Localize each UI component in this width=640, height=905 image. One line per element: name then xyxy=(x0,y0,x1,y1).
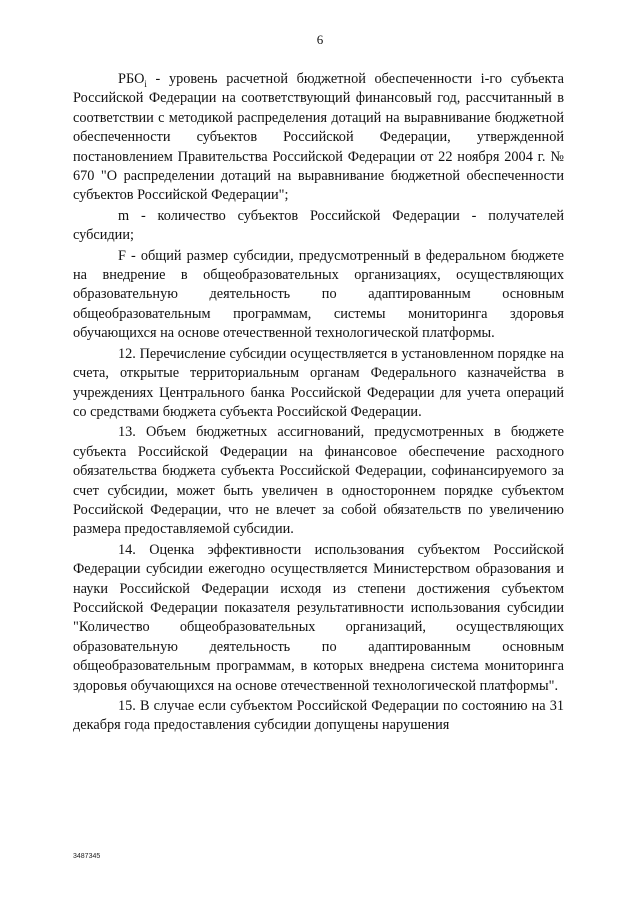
document-body xyxy=(73,70,564,736)
rbo-definition-text: - уровень расчетной бюджетной обеспеченности i-го субъекта Российской Федерации на соответствующий финансовый год, рассчитанный в соответствии с методикой распределения дотаций на выравнивание бюджетной обеспеченности субъектов Российской Федерации, утвержденной постановлением Правительства Российской Федерации от 22 ноября 2004 г. № 670 "О распределении дотаций на выравнивание бюджетной обеспеченности субъектов Российской Федерации"; xyxy=(73,71,564,204)
paragraph-12: 12. Перечисление субсидии осуществляется в установленном порядке на счета, открытые территориальным органам Федерального казначейства в учреждениях Центрального банка Российской Федерации для учета операций со средствами бюджета субъекта Российской Федерации. xyxy=(73,345,564,420)
rbo-subscript: i xyxy=(144,78,147,89)
paragraph-f-definition: F - общий размер субсидии, предусмотренный в федеральном бюджете на внедрение в общеобразовательных организациях, осуществляющих образовательную деятельность по адаптированным основным общеобразовательным программам, системы мониторинга здоровья обучающихся на основе отечественной технологической платформы. xyxy=(73,247,564,342)
paragraph-13: 13. Объем бюджетных ассигнований, предусмотренных в бюджете субъекта Российской Федерации на финансовое обеспечение расходного обязательства бюджета субъекта Российской Федерации, софинансируемого за счет субсидии, может быть увеличен в одностороннем порядке субъектом Российской Федерации, что не влечет за собой обязательств по увеличению размера предоставляемой субсидии. xyxy=(73,424,564,538)
paragraph-14: 14. Оценка эффективности использования субъектом Российской Федерации субсидии ежегодно осуществляется Министерством образования и науки Российской Федерации исходя из степени достижения субъектом Российской Федерации показателя результативности использования субсидии "Количество общеобразовательных организаций, осуществляющих образовательную деятельность по адаптированным основным общеобразовательным программам, в которых внедрена система мониторинга здоровья обучающихся на основе отечественной технологической платформы". xyxy=(73,541,564,694)
paragraph-rbo-definition xyxy=(73,70,564,206)
paragraph-m-definition: m - количество субъектов Российской Федерации - получателей субсидии; xyxy=(73,207,564,244)
paragraph-15: 15. В случае если субъектом Российской Федерации по состоянию на 31 декабря года предоставления субсидии допущены нарушения xyxy=(73,698,564,734)
rbo-symbol: РБО xyxy=(118,71,145,87)
page-number: 6 xyxy=(316,32,324,47)
document-id: 3487345 xyxy=(73,853,101,860)
